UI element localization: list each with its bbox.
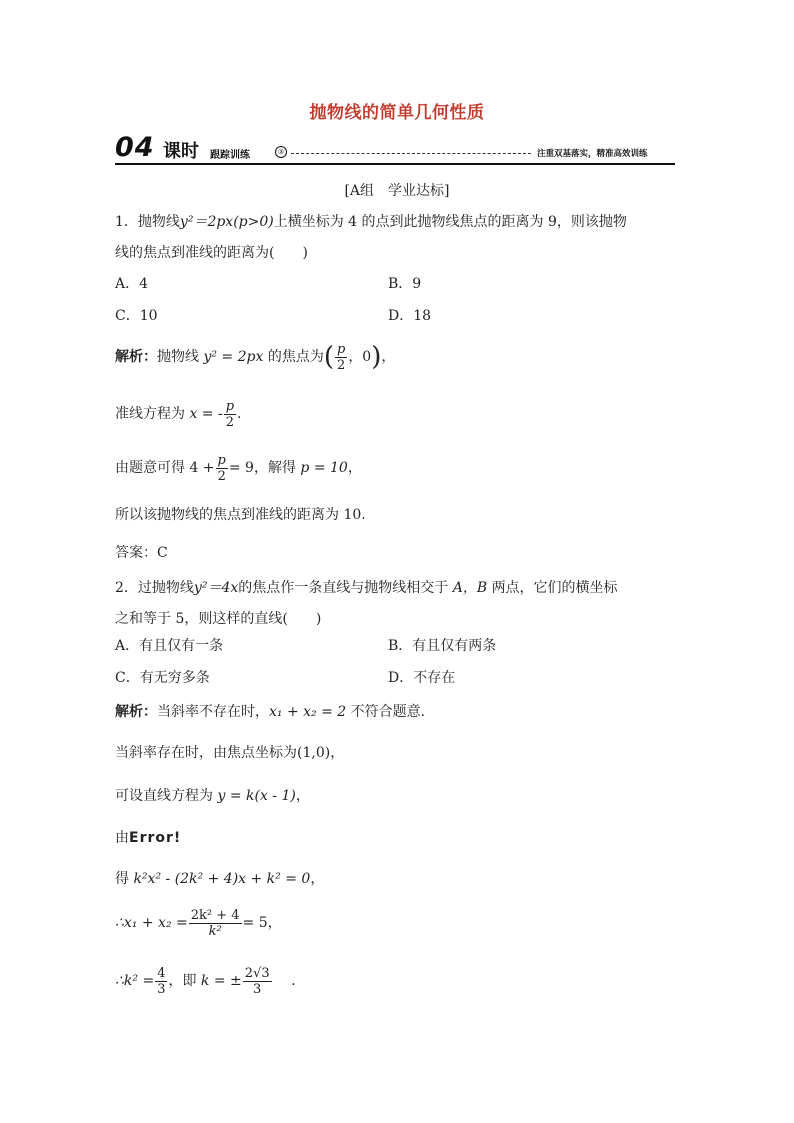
page-title: 抛物线的简单几何性质	[309, 103, 485, 123]
q1-sol1-d: ，	[381, 349, 396, 365]
q1-solution-line-4	[115, 505, 366, 525]
q1-sol3-fraction	[216, 453, 228, 484]
q2-solution-line-6	[115, 906, 282, 940]
q2-sol3-b: ，	[295, 788, 310, 804]
q2-solution-line-1	[115, 702, 435, 722]
fraction-denominator: 3	[157, 981, 166, 997]
q1-sol1-fraction	[335, 342, 347, 373]
q2-sol6-b: = 5，	[242, 915, 282, 931]
q2-sol5-b: ，	[310, 871, 325, 887]
dashed-divider	[291, 153, 531, 154]
q1-sol4: 所以该抛物线的焦点到准线的距离为	[115, 507, 339, 523]
fraction-numerator: 4	[157, 965, 166, 981]
question-1-stem	[115, 207, 675, 269]
q1-stem-a: 1．抛物线	[115, 214, 180, 230]
q1-sol2-a: 准线方程为	[115, 406, 185, 422]
fraction-denominator: 2	[224, 414, 236, 430]
error-text: Error!	[129, 830, 182, 846]
q1-sol2-eq: x = -	[189, 406, 223, 422]
q1-option-c: C．10	[115, 308, 158, 324]
q2-stem-c: 两点，它们的横坐标	[491, 580, 618, 596]
group-heading: [A组 学业达标]	[344, 183, 450, 199]
q1-option-d: D．18	[388, 308, 432, 324]
q2-sol7-a: ∴k² =	[115, 973, 155, 989]
q2-option-c: C．有无穷多条	[115, 670, 210, 686]
q2-sol1-b: 不符合题意．	[350, 704, 435, 720]
q2-sol2-eq: (1,0)	[297, 745, 331, 761]
q2-option-b: B．有且仅有两条	[388, 638, 497, 654]
circled-number-icon: ③	[275, 146, 287, 158]
q2-solution-line-4	[115, 828, 181, 848]
q2-sol2-a: 当斜率存在时，由焦点坐标为	[115, 745, 297, 761]
q1-solution-line-1	[115, 340, 395, 374]
lesson-label: 课时	[163, 141, 199, 162]
q1-stem-equation: y²＝2px(p>0)	[179, 214, 274, 230]
q2-sol7-fraction-2	[243, 966, 272, 997]
fraction-numerator: p	[217, 452, 226, 468]
lesson-header-band	[115, 133, 675, 165]
q2-sol7-end: .	[291, 973, 296, 989]
q2-stem-a: 2．过抛物线	[115, 580, 194, 596]
fraction-numerator: p	[225, 398, 235, 414]
q1-stem-line2: 线的焦点到准线的距离为( )	[115, 245, 308, 261]
left-paren: (	[323, 342, 334, 372]
q2-sol4-a: 由	[115, 830, 129, 846]
q1-answer: 答案：C	[115, 545, 168, 561]
fraction-denominator: 2	[335, 357, 347, 373]
q1-option-b: B．9	[388, 276, 422, 292]
q2-sol1-eq: x₁ + x₂ = 2	[269, 704, 347, 720]
q2-sol2-b: ，	[330, 745, 345, 761]
q1-sol1-a: 抛物线	[157, 349, 199, 365]
q2-sol6-a: ∴x₁ + x₂ =	[115, 915, 188, 931]
q1-sol1-c: ，0	[348, 349, 372, 365]
q1-sol3-b: = 9，解得	[228, 460, 296, 476]
q1-option-a: A．4	[115, 276, 149, 292]
q2-stem-b: 的焦点作一条直线与抛物线相交于	[238, 580, 449, 596]
q1-sol3-eq: p = 10	[300, 460, 348, 476]
q2-option-d: D．不存在	[388, 670, 456, 686]
q2-solution-line-2	[115, 743, 344, 763]
q1-solution-line-3	[115, 452, 362, 484]
question-2-stem	[115, 573, 675, 635]
q2-sol7-eq: k = ±	[200, 973, 242, 989]
q1-sol4-value: 10.	[343, 507, 366, 523]
q2-solution-label: 解析：	[115, 704, 157, 720]
q1-sol2-end: .	[237, 406, 242, 422]
q1-stem-b: 上横坐标为 4 的点到此抛物线焦点的距离为 9，则该抛物	[273, 214, 627, 230]
fraction-numerator: 2k² + 4	[190, 907, 240, 923]
section-label: 跟踪训练	[210, 150, 250, 161]
q2-sol6-fraction	[189, 908, 242, 939]
fraction-denominator: 2	[216, 468, 228, 484]
q2-sol7-b: ，即	[168, 973, 197, 989]
q1-sol3-a: 由题意可得 4 +	[115, 460, 215, 476]
fraction-numerator: 2√3	[244, 965, 270, 981]
q2-sol3-a: 可设直线方程为	[115, 788, 213, 804]
q1-sol3-end: ，	[347, 460, 362, 476]
q2-sol7-fraction	[155, 966, 167, 997]
q1-sol1-b: 的焦点为	[267, 349, 324, 365]
q2-solution-line-5	[115, 869, 324, 889]
q2-solution-line-7	[115, 964, 296, 998]
lesson-number: 04	[115, 132, 155, 163]
q2-stem-points: A，B	[452, 580, 488, 596]
q2-stem-line2: 之和等于 5，则这样的直线( )	[115, 611, 322, 627]
header-tagline: 注重双基落实，精准高效训练	[537, 149, 648, 159]
q1-sol1-eq: y² = 2px	[203, 349, 264, 365]
header-rule	[115, 163, 675, 165]
q1-solution-line-2	[115, 398, 242, 430]
q2-solution-line-3	[115, 786, 310, 806]
q2-sol5-eq: k²x² - (2k² + 4)x + k² = 0	[133, 871, 311, 887]
fraction-numerator: p	[336, 341, 346, 357]
right-paren: )	[371, 342, 382, 372]
q2-option-a: A．有且仅有一条	[115, 638, 224, 654]
fraction-denominator: k²	[189, 923, 242, 939]
q2-sol5-a: 得	[115, 871, 129, 887]
q1-solution-label: 解析：	[115, 349, 157, 365]
q2-stem-equation: y²＝4x	[193, 580, 239, 596]
q2-sol1-a: 当斜率不存在时，	[157, 704, 269, 720]
q2-sol3-eq: y = k(x - 1)	[217, 788, 296, 804]
q1-sol2-fraction	[224, 399, 236, 430]
fraction-denominator: 3	[243, 981, 272, 997]
